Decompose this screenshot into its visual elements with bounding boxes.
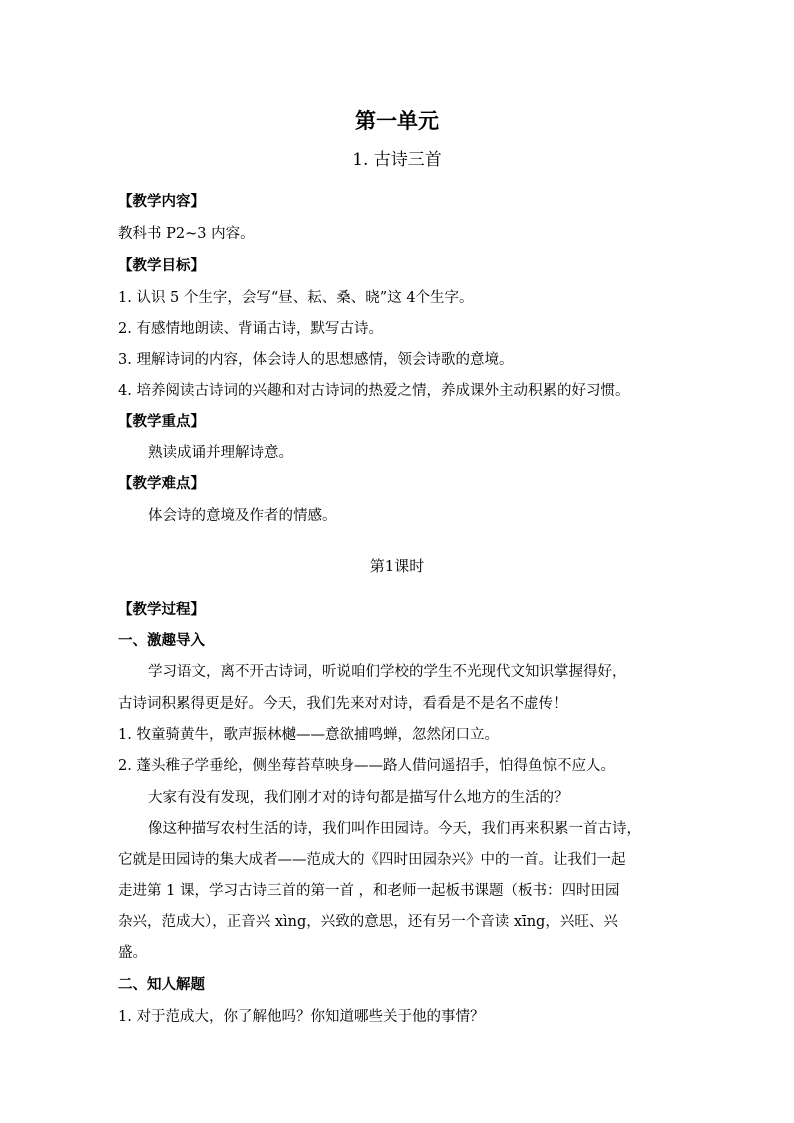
lesson-title: 1. 古诗三首 [352,150,442,170]
paragraph-line: 学习语文，离不开古诗词，听说咱们学校的学生不光现代文知识掌握得好， [148,664,627,680]
content-text: 教科书 P2~3 内容。 [118,226,255,242]
paragraph-line: 像这种描写农村生活的诗，我们叫作田园诗。今天，我们再来积累一首古诗， [148,821,641,837]
content-heading: 【教学内容】 [118,193,205,210]
period-title: 第1课时 [369,557,425,575]
paragraph-line: 盛。 [118,945,147,961]
paragraph-line: 1. 牧童骑黄牛，歌声振林樾——意欲捕鸣蝉，忽然闭口立。 [118,727,499,743]
paragraph-line: 走进第 1 课，学习古诗三首的第一首 ，和老师一起板书课题（板书：四时田园 [118,883,620,899]
goal-item: 1. 认识 5 个生字，会写“昼、耘、桑、晓”这 4个生字。 [118,290,474,306]
paragraph-line: 2. 蓬头稚子学垂纶，侧坐莓苔草映身——路人借问遥招手，怕得鱼惊不应人。 [118,758,615,774]
unit-title: 第一单元 [355,108,439,133]
goal-item: 2. 有感情地朗读、背诵古诗，默写古诗。 [118,321,383,337]
difficulty-text: 体会诗的意境及作者的情感。 [148,508,337,524]
paragraph-line: 大家有没有发现，我们刚才对的诗句都是描写什么地方的生活的？ [148,790,569,806]
focus-heading: 【教学重点】 [118,413,205,430]
paragraph-line: 它就是田园诗的集大成者——范成大的《四时田园杂兴》中的一首。让我们一起 [118,852,626,868]
section1-heading: 一、激趣导入 [118,632,205,649]
section2-heading: 二、知人解题 [118,976,205,993]
paragraph-line: 1. 对于范成大，你了解他吗？你知道哪些关于他的事情？ [118,1009,485,1025]
process-heading: 【教学过程】 [118,601,205,618]
paragraph-line: 杂兴，范成大），正音兴 xìng，兴致的意思，还有另一个音读 xīng，兴旺、兴 [118,914,618,930]
goals-heading: 【教学目标】 [118,257,205,274]
goal-item: 4. 培养阅读古诗词的兴趣和对古诗词的热爱之情，养成课外主动积累的好习惯。 [118,383,630,399]
focus-text: 熟读成诵并理解诗意。 [148,445,293,461]
difficulty-heading: 【教学难点】 [118,475,205,492]
paragraph-line: 古诗词积累得更是好。今天，我们先来对对诗，看看是不是名不虚传！ [118,696,568,712]
goal-item: 3. 理解诗词的内容，体会诗人的思想感情，领会诗歌的意境。 [118,352,514,368]
